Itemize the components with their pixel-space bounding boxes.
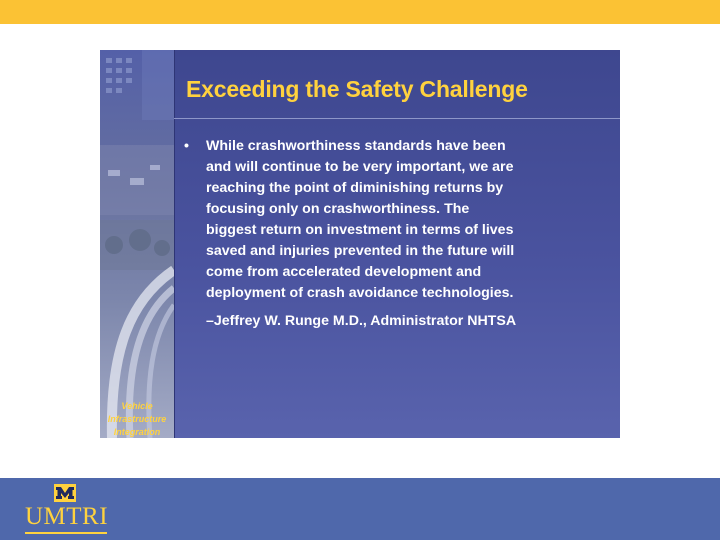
bullet-line: focusing only on crashworthiness. The (206, 201, 470, 217)
bullet-line: come from accelerated development and (206, 264, 482, 280)
slide-title: Exceeding the Safety Challenge (186, 76, 528, 102)
caption-line: Integration (113, 427, 161, 437)
umtri-underline (25, 532, 107, 534)
bullet-line: biggest return on investment in terms of lives (206, 222, 514, 238)
caption-line: Vehicle (121, 401, 153, 411)
title-divider (174, 118, 620, 119)
side-panel-caption (100, 400, 174, 438)
quote-bullet (184, 136, 604, 304)
top-accent-bar (0, 0, 720, 24)
quote-attribution: –Jeffrey W. Runge M.D., Administrator NHTSA (206, 313, 517, 329)
bullet-line: While crashworthiness standards have been (206, 138, 506, 154)
bullet-line: and will continue to be very important, we are (206, 159, 514, 175)
highway-collage-image (100, 50, 174, 438)
side-image-panel (100, 50, 175, 438)
michigan-m-logo-icon (54, 484, 76, 502)
slide (100, 50, 620, 438)
bullet-line: reaching the point of diminishing returns by (206, 180, 504, 196)
caption-line: Infrastructure (107, 414, 167, 424)
footer-bar (0, 478, 720, 540)
umtri-logo-text: UMTRI (25, 503, 109, 530)
bullet-line: deployment of crash avoidance technologies. (206, 285, 514, 301)
bullet-icon: • (184, 138, 189, 154)
bullet-line: saved and injuries prevented in the future will (206, 243, 515, 259)
bullet-text (206, 136, 604, 304)
